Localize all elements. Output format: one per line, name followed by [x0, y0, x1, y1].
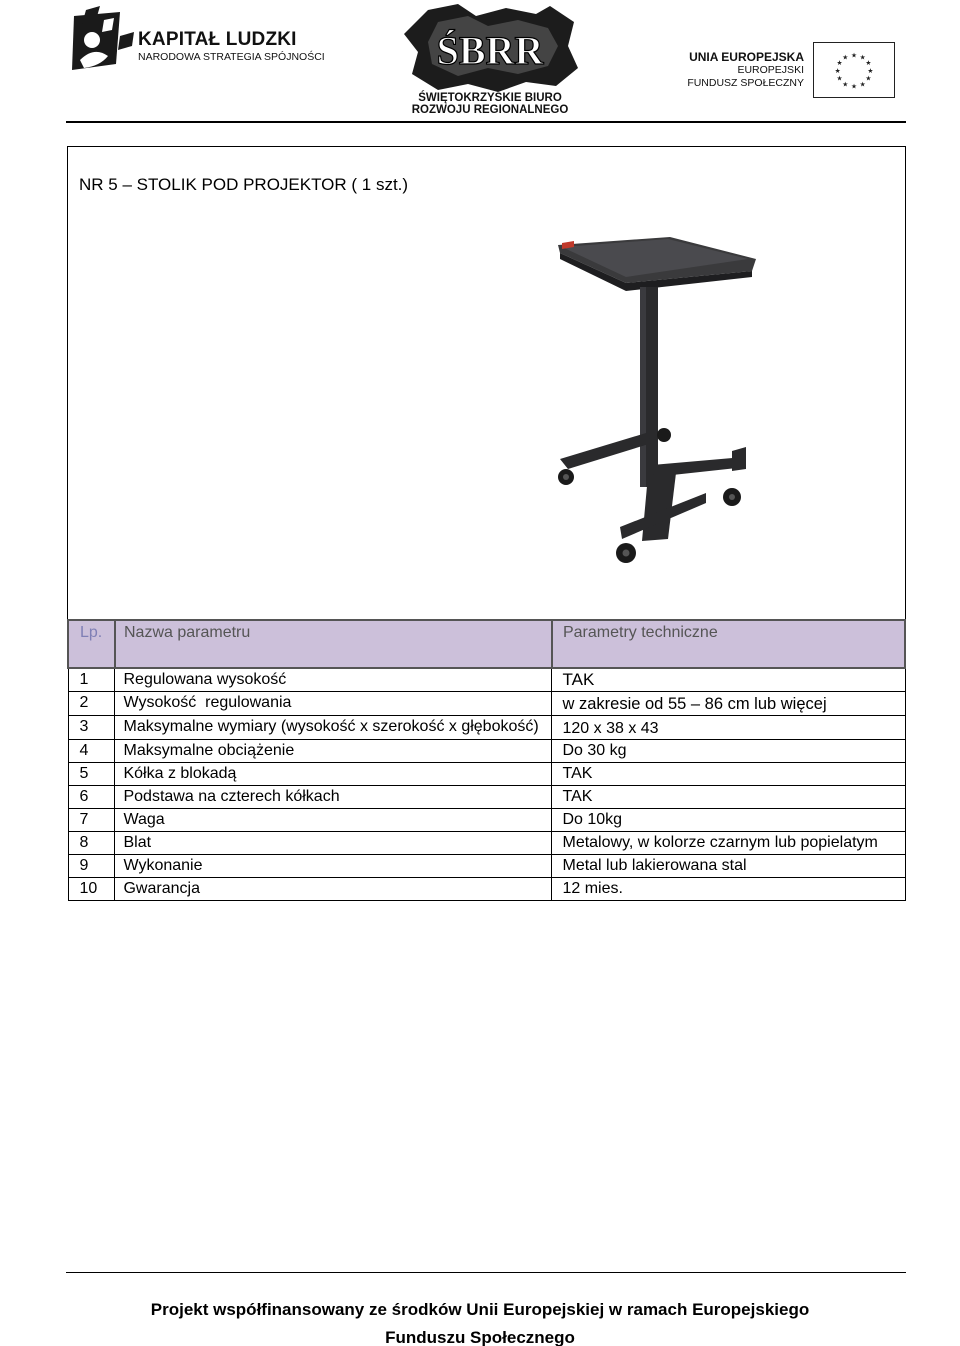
row-value: Do 10kg	[552, 808, 905, 831]
sbrr-logo-text: ŚBRR	[436, 28, 544, 73]
row-name: Gwarancja	[115, 877, 552, 900]
svg-text:★: ★	[850, 51, 858, 60]
sbrr-logo-icon	[398, 2, 582, 94]
table-row	[68, 668, 905, 691]
row-lp: 2	[68, 691, 115, 715]
row-value: 120 x 38 x 43	[552, 715, 905, 739]
table-row	[68, 831, 905, 854]
row-lp: 4	[68, 739, 115, 762]
row-lp: 3	[68, 715, 115, 739]
svg-text:★: ★	[867, 66, 874, 75]
header-value: Parametry techniczne	[552, 620, 905, 668]
row-lp: 1	[68, 668, 115, 691]
svg-text:★: ★	[859, 53, 866, 62]
svg-text:★: ★	[836, 59, 843, 68]
table-row	[68, 762, 905, 785]
row-lp: 7	[68, 808, 115, 831]
table-row	[68, 739, 905, 762]
table-header-row	[68, 620, 905, 668]
table-row	[68, 854, 905, 877]
row-value: TAK	[552, 785, 905, 808]
eu-line-2: EUROPEJSKI	[737, 64, 804, 76]
row-name: Maksymalne obciążenie	[115, 739, 552, 762]
kapital-ludzki-logo-icon	[70, 6, 136, 78]
svg-text:★: ★	[865, 74, 872, 83]
svg-text:★: ★	[850, 82, 858, 91]
row-name: Podstawa na czterech kółkach	[115, 785, 552, 808]
projector-table-image	[556, 237, 768, 567]
kapital-ludzki-text	[138, 30, 325, 64]
table-row	[68, 808, 905, 831]
row-lp: 9	[68, 854, 115, 877]
row-name: Wykonanie	[115, 854, 552, 877]
svg-text:★: ★	[865, 59, 872, 68]
row-name: Blat	[115, 831, 552, 854]
row-value: Metal lub lakierowana stal	[552, 854, 905, 877]
row-lp: 10	[68, 877, 115, 900]
table-row	[68, 691, 905, 715]
kapital-ludzki-subtitle: NARODOWA STRATEGIA SPÓJNOŚCI	[138, 51, 325, 63]
spec-table	[67, 619, 906, 901]
row-name: Wysokość regulowania	[115, 691, 552, 715]
product-frame	[67, 146, 906, 622]
kapital-ludzki-title: KAPITAŁ LUDZKI	[138, 29, 297, 50]
row-value: TAK	[552, 668, 905, 691]
sbrr-line-1: ŚWIĘTOKRZYSKIE BIURO	[418, 92, 562, 104]
row-lp: 8	[68, 831, 115, 854]
row-lp: 5	[68, 762, 115, 785]
row-value: Do 30 kg	[552, 739, 905, 762]
table-row	[68, 785, 905, 808]
svg-text:★: ★	[842, 53, 849, 62]
svg-text:★: ★	[842, 80, 849, 89]
svg-text:★: ★	[834, 66, 841, 75]
row-name: Kółka z blokadą	[115, 762, 552, 785]
svg-text:★: ★	[859, 80, 866, 89]
row-lp: 6	[68, 785, 115, 808]
header-name: Nazwa parametru	[115, 620, 552, 668]
footer-text	[66, 1296, 894, 1346]
footer-divider	[66, 1272, 906, 1273]
page-header	[0, 0, 960, 124]
eu-line-1: UNIA EUROPEJSKA	[689, 50, 804, 64]
row-value: TAK	[552, 762, 905, 785]
product-title: NR 5 – STOLIK POD PROJEKTOR ( 1 szt.)	[79, 175, 409, 194]
table-row	[68, 715, 905, 739]
row-name: Regulowana wysokość	[115, 668, 552, 691]
row-value: w zakresie od 55 – 86 cm lub więcej	[552, 691, 905, 715]
header-lp: Lp.	[68, 620, 115, 668]
footer-line-1: Projekt współfinansowany ze środków Unii Europejskiej w ramach Europejskiego	[150, 1300, 810, 1319]
eu-line-3: FUNDUSZ SPOŁECZNY	[687, 77, 804, 89]
footer-line-2: Funduszu Społecznego	[385, 1328, 575, 1346]
sbrr-line-2: ROZWOJU REGIONALNEGO	[411, 104, 569, 116]
row-value: Metalowy, w kolorze czarnym lub popielatym	[552, 831, 905, 854]
row-name: Waga	[115, 808, 552, 831]
eu-text	[680, 50, 804, 90]
table-row	[68, 877, 905, 900]
eu-flag-icon	[813, 42, 895, 98]
row-value: 12 mies.	[552, 877, 905, 900]
svg-text:★: ★	[836, 74, 843, 83]
row-name: Maksymalne wymiary (wysokość x szerokość x głębokość)	[115, 715, 552, 739]
header-divider	[66, 121, 906, 123]
